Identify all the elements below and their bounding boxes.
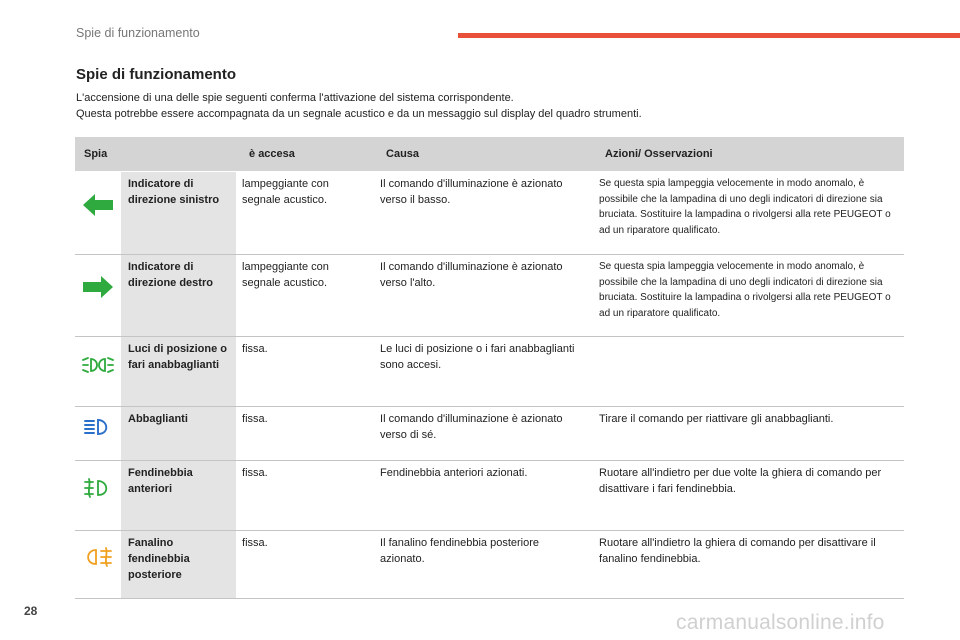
- table-row: [75, 531, 904, 599]
- column-header-spia: Spia: [75, 137, 236, 172]
- icon-cell: [75, 255, 121, 337]
- running-header: Spie di funzionamento: [76, 26, 200, 40]
- right-arrow-icon: [82, 275, 114, 304]
- warning-lights-table: [75, 137, 904, 599]
- light-state: fissa.: [236, 337, 373, 407]
- intro-text: [76, 90, 916, 122]
- table-row: [75, 337, 904, 407]
- light-action: Se questa spia lampeggia velocemente in modo anomalo, è possibile che la lampadina di uno degli indicatori di direzione sia bruciata. Sostituire la lampadina o rivolgersi alla rete PEUGEOT o ad un riparatore qualificato.: [599, 178, 891, 236]
- page-number: 28: [24, 604, 38, 618]
- light-name: Fanalino fendinebbia posteriore: [121, 531, 236, 599]
- light-state: lampeggiante con segnale acustico.: [242, 178, 329, 206]
- table-header-row: [75, 137, 904, 172]
- light-action: Se questa spia lampeggia velocemente in modo anomalo, è possibile che la lampadina di uno degli indicatori di direzione sia bruciata. Sostituire la lampadina o rivolgersi alla rete PEUGEOT o ad un riparatore qualificato.: [592, 255, 904, 337]
- light-name: Luci di posizione o fari anabbaglianti: [121, 337, 236, 407]
- light-state: fissa.: [236, 461, 373, 531]
- table-row: [75, 461, 904, 531]
- icon-cell: [75, 531, 121, 599]
- light-action: Ruotare all'indietro la ghiera di comando per disattivare il fanalino fendinebbia.: [592, 531, 904, 599]
- icon-cell: [75, 337, 121, 407]
- light-name: Abbaglianti: [121, 407, 236, 461]
- light-cause: Il comando d'illuminazione è azionato verso l'alto.: [373, 255, 592, 337]
- light-state: fissa.: [236, 531, 373, 599]
- icon-cell: [75, 461, 121, 531]
- column-header-accesa: è accesa: [236, 137, 373, 172]
- table-row: [75, 407, 904, 461]
- light-action: [592, 337, 904, 407]
- table-row: [75, 172, 904, 255]
- intro-line: Questa potrebbe essere accompagnata da un segnale acustico e da un messaggio sul display del quadro strumenti.: [76, 108, 642, 120]
- light-action: Ruotare all'indietro per due volte la ghiera di comando per disattivare i fari fendinebbia.: [592, 461, 904, 531]
- light-cause: Fendinebbia anteriori azionati.: [373, 461, 592, 531]
- watermark: carmanualsonline.info: [676, 611, 885, 634]
- intro-line: L'accensione di una delle spie seguenti conferma l'attivazione del sistema corrispondente.: [76, 92, 514, 104]
- light-state: fissa.: [236, 407, 373, 461]
- light-name: Fendinebbia anteriori: [121, 461, 236, 531]
- light-name: Indicatore di direzione destro: [121, 255, 236, 337]
- icon-cell: [75, 407, 121, 461]
- light-action: Tirare il comando per riattivare gli anabbaglianti.: [592, 407, 904, 461]
- icon-cell: [75, 172, 121, 255]
- column-header-causa: Causa: [373, 137, 592, 172]
- page-title: Spie di funzionamento: [76, 66, 236, 83]
- column-header-azioni: Azioni/ Osservazioni: [592, 137, 904, 172]
- header-accent-bar: [458, 33, 960, 38]
- light-cause: Il comando d'illuminazione è azionato verso di sé.: [373, 407, 592, 461]
- table-row: [75, 255, 904, 337]
- left-arrow-icon: [82, 193, 114, 222]
- light-state: lampeggiante con segnale acustico.: [236, 255, 373, 337]
- front-fog-lamp-icon: [84, 477, 112, 504]
- position-lights-icon: [82, 355, 114, 380]
- light-cause: Il comando d'illuminazione è azionato verso il basso.: [380, 178, 563, 206]
- light-name: Indicatore di direzione sinistro: [121, 172, 236, 255]
- high-beam-icon: [84, 417, 112, 442]
- rear-fog-lamp-icon: [84, 546, 112, 573]
- light-cause: Le luci di posizione o i fari anabbaglianti sono accesi.: [373, 337, 592, 407]
- light-cause: Il fanalino fendinebbia posteriore azionato.: [373, 531, 592, 599]
